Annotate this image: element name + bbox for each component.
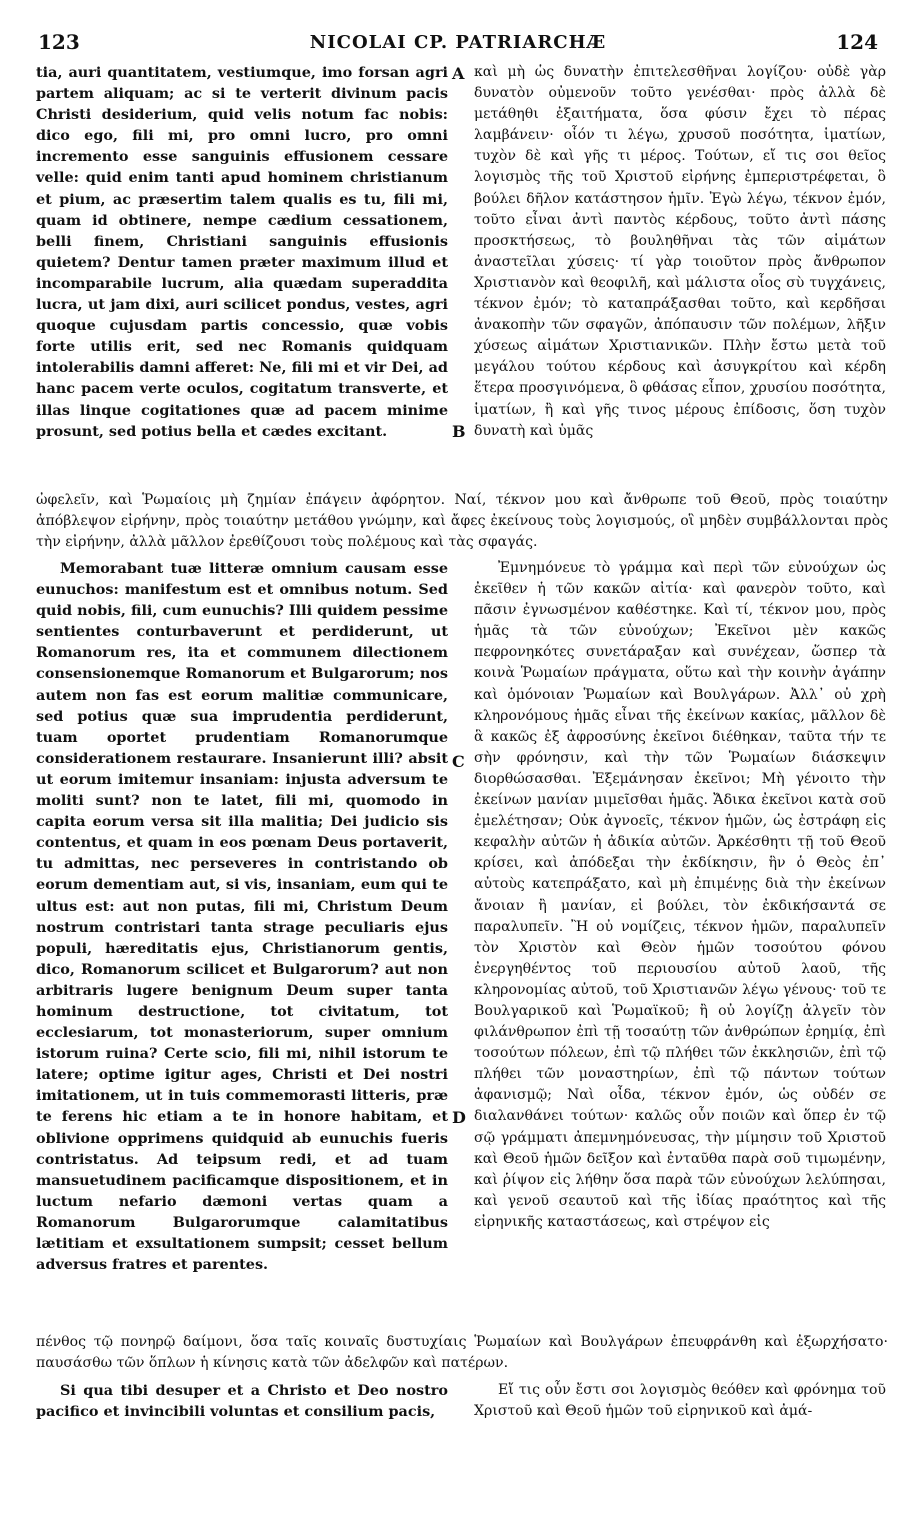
greek-text-3: Εἴ τις οὖν ἔστι σοι λογισμὸς θεόθεν καὶ φρόνημα τοῦ Χριστοῦ καὶ Θεοῦ ἡμῶν τοῦ εἰρηνικοῦ καὶ ἀμά- <box>474 1382 886 1420</box>
margin-letter-d: D <box>452 1108 466 1127</box>
latin-text-2: Memorabant tuæ litteræ omnium causam esse eunuchos: manifestum est et omnibus notum. Sed quid nobis, fili, cum eunuchis? Illi quidem pessime sentientes conturbaverunt et perdiderunt, ut Romanorum res, ita et communem dilectionem consensionemque Romanorum et Bulgarorum; nos autem non fas est eorum malitiæ communicare, sed potius quæ sua imprudentia perdiderunt, tuam oportet prudentiam Romanorumque considerationem restaurare. Insanierunt illi? absit ut eorum imitemur insaniam: injusta adversum te moliti sunt? non te latet, fili mi, quomodo in capita eorum versa sit illa malitia; Dei judicio sis contentus, et quam in eos pœnam Deus portaverit, tu admittas, nec perseveres in contristando ob eorum dementiam aut, si vis, insaniam, eum qui te ultus est: aut non putas, fili mi, Christum Deum nostrum contristari tanta strage peculiaris ejus populi, hæreditatis ejus, Christianorum gentis, dico, Romanorum scilicet et Bulgarorum? aut non arbitraris lugere benignum Deum super tanta hominum destructione, tot civitatum, tot ecclesiarum, tot monasteriorum, super omnium istorum ruina? Certe scio, fili mi, nihil istorum te latere; optime igitur ages, Christi et Dei nostri imitationem, ut in tuis commemorasti litteris, præ te ferens hic etiam a te in honore habitam, et oblivione opprimens quidquid ab eunuchis fueris contristatus. Ad teipsum redi, et ad tuam mansuetudinem pacificamque dispositionem, et in luctum nefario dæmoni vertas quam a Romanorum Bulgarorumque calamitatibus lætitiam et exsultationem sumpsit; cesset bellum adversus fratres et parentes. <box>36 560 448 1274</box>
latin-paragraph-2 <box>36 558 448 1275</box>
running-title: NICOLAI CP. PATRIARCHÆ <box>309 32 607 53</box>
latin-paragraph-3 <box>36 1380 448 1422</box>
latin-text-3: Si qua tibi desuper et a Christo et Deo nostro pacifico et invincibili voluntas et consilium pacis, <box>36 1382 448 1421</box>
margin-letter-b: B <box>452 422 466 441</box>
margin-letter-a: A <box>452 64 465 83</box>
latin-paragraph-1 <box>36 62 448 442</box>
greek-text-2: Ἐμνημόνευε τὸ γράμμα καὶ περὶ τῶν εὐνούχων ὡς ἐκεῖθεν ἡ τῶν κακῶν αἰτία· καὶ φανερὸν τοῦτο, καὶ πᾶσιν ἐγνωσμένον καθέστηκε. Καὶ τί, τέκνον μου, πρὸς ἡμᾶς τὰ τῶν εὐνούχων; Ἐκεῖνοι μὲν κακῶς πεφρονηκότες συνετάραξαν καὶ συνέχεαν, ὥσπερ τὰ κοινὰ Ῥωμαίων πράγματα, οὕτω καὶ τὴν κοινὴν ἀγάπην καὶ ὁμόνοιαν Ῥωμαίων καὶ Βουλγάρων. Ἀλλ᾽ οὐ χρὴ κληρονόμους ἡμᾶς εἶναι τῆς ἐκείνων κακίας, μᾶλλον δὲ ἃ κακῶς ἐξ ἀφροσύνης ἐκεῖνοι διέθηκαν, ταῦτα τήν τε σὴν φρόνησιν, καὶ τὴν τῶν Ῥωμαίων διάσκεψιν διορθώσασθαι. Ἐξεμάνησαν ἐκεῖνοι; Μὴ γένοιτο τὴν ἐκείνων μανίαν μιμεῖσθαι ἡμᾶς. Ἄδικα ἐκεῖνοι κατὰ σοῦ ἐμελέτησαν; Οὐκ ἀγνοεῖς, τέκνον ἡμῶν, ὡς ἐστράφη εἰς κεφαλὴν αὐτῶν ἡ ἀδικία αὐτῶν. Ἀρκέσθητι τῇ τοῦ Θεοῦ κρίσει, καὶ ἀπόδεξαι τὴν ἐκδίκησιν, ἣν ὁ Θεὸς ἐπ᾽ αὐτοὺς κατεπράξατο, καὶ μὴ ἐπιμένῃς διὰ τὴν ἐκείνων ἄνοιαν ἢ μανίαν, εἰ βούλει, τὸν ἐκδικήσαντά σε παραλυπεῖν. Ἢ οὐ νομίζεις, τέκνον ἡμῶν, παραλυπεῖν τὸν Χριστὸν καὶ Θεὸν ἡμῶν τοσούτου φόνου ἐνεργηθέντος τοῦ περιουσίου αὐτοῦ λαοῦ, τῆς κληρονομίας αὐτοῦ, τοῦ Χριστιανῶν λέγω γένους· τοῦ τε Βουλγαρικοῦ καὶ Ῥωμαϊκοῦ; ἢ οὐ λογίζῃ ἀλγεῖν τὸν φιλάνθρωπον ἐπὶ τῇ τοσαύτῃ τῶν ἀνθρώπων ἐρημίᾳ, ἐπὶ τοσούτων πόλεων, ἐπὶ τῷ πλήθει τῶν ἐκκλησιῶν, ἐπὶ τῷ πλήθει τῶν μοναστηρίων, ἐπὶ τῷ πάντων τούτων ἀφανισμῷ; Ναὶ οἶδα, τέκνον ἐμόν, ὡς οὐδέν σε διαλανθάνει τούτων· καλῶς οὖν ποιῶν καὶ ὅπερ ἐν τῷ σῷ γράμματι ἀπεμνημόνευσας, τὴν μίμησιν τοῦ Χριστοῦ καὶ Θεοῦ ἡμῶν δεῖξον καὶ ἐνταῦθα παρὰ σοῦ τιμωμένην, καὶ ῥίψον εἰς λήθην ὅσα παρὰ τῶν εὐνούχων λελύπησαι, καὶ γενοῦ σεαυτοῦ καὶ τῆς ἰδίας πραότητος καὶ τῆς εἰρηνικῆς καταστάσεως, καὶ στρέψον εἰς <box>474 560 886 1230</box>
latin-text-1: tia, auri quantitatem, vestiumque, imo forsan agri partem aliquam; ac si te verterit divinum pacis Christi desiderium, quid velis notum fac nobis: dico ego, fili mi, pro omni lucro, pro omni incremento esse sanguinis effusionem cessare velle: quid enim tanti apud hominem christianum et pium, ac præsertim talem qualis es tu, fili mi, quam id obtinere, nempe cædium cessationem, belli finem, Christiani sanguinis effusionis quietem? Dentur tamen præter maximum illud et incomparabile lucrum, alia quædam superaddita lucra, ut jam dixi, auri scilicet pondus, vestes, agri quoque cujusdam partis concessio, quæ vobis forte utilis erit, sed nec Romanis quidquam intolerabilis damni afferet: Ne, fili mi et vir Dei, ad hanc pacem verte oculos, cogitatum transverte, et illas linque cogitationes quæ ad pacem minime prosunt, sed potius bella et cædes excitant. <box>36 64 448 440</box>
greek-fullwidth-1 <box>36 490 888 553</box>
greek-full-text-1: ὠφελεῖν, καὶ Ῥωμαίοις μὴ ζημίαν ἐπάγειν ἀφόρητον. Ναί, τέκνον μου καὶ ἄνθρωπε τοῦ Θεοῦ, πρὸς τοιαύτην ἀπόβλεψον εἰρήνην, πρὸς τοιαύτην μετάθου γνώμην, καὶ ἄφες ἐκείνους τοὺς λογισμούς, οἳ μηδὲν συμβάλλονται πρὸς τὴν εἰρήνην, ἀλλὰ μᾶλλον ἐρεθίζουσι τοὺς πολέμους καὶ τὰς σφαγάς. <box>36 492 888 550</box>
greek-fullwidth-2 <box>36 1332 888 1374</box>
greek-text-1: καὶ μὴ ὡς δυνατὴν ἐπιτελεσθῆναι λογίζου· οὐδὲ γὰρ δυνατὸν οὐμενοῦν τοῦτο γενέσθαι· πρὸς ἀλλὰ δὲ μετάθηθι ἐξαιτήματα, ὅσα φύσιν ἔχει τὸ πέρας λαμβάνειν· οἷόν τι λέγω, χρυσοῦ ποσότητα, ἱματίων, τυχὸν δὲ καὶ γῆς τι μέρος. Τούτων, εἴ τις σοι θεῖος λογισμὸς τῆς τοῦ Χριστοῦ εἰρήνης ἐμπεριστρέφεται, ὃ βούλει δῆλον κατάστησον ἡμῖν. Ἐγὼ λέγω, τέκνον ἐμόν, τοῦτο εἶναι ἀντὶ παντὸς κέρδους, τοῦτο ἀντὶ πάσης προσκτήσεως, τὸ βουληθῆναι τὰς τῶν αἱμάτων ἀναστεῖλαι χύσεις· τί γὰρ τοιοῦτον πρὸς ἄνθρωπον Χριστιανὸν καὶ θεοφιλῆ, καὶ μάλιστα οἷος σὺ τυγχάνεις, τέκνον ἐμόν; τὸ καταπράξασθαι τοῦτο, καὶ κερδῆσαι ἀνακοπὴν τῶν σφαγῶν, ἀπόπαυσιν τῶν πολέμων, λῆξιν χύσεως αἱμάτων Χριστιανικῶν. Πλὴν ἔστω μετὰ τοῦ μεγάλου τούτου κέρδους καὶ ἀσυγκρίτου καὶ κέρδη ἕτερα προσγινόμενα, ὃ φθάσας εἶπον, χρυσίου ποσότητα, ἱματίων, ἢ καὶ γῆς τινος μέρους ἐπίδοσις, ὅση τυχὸν δυνατὴ καὶ ὑμᾶς <box>474 64 886 439</box>
greek-paragraph-1 <box>474 62 886 442</box>
greek-paragraph-3 <box>474 1380 886 1422</box>
page-number-left: 123 <box>38 30 80 54</box>
margin-letter-c: C <box>452 752 465 771</box>
page-number-right: 124 <box>836 30 878 54</box>
page-header <box>20 30 896 62</box>
greek-paragraph-2 <box>474 558 886 1233</box>
greek-full-text-2: πένθος τῷ πονηρῷ δαίμονι, ὅσα ταῖς κοιναῖς δυστυχίαις Ῥωμαίων καὶ Βουλγάρων ἐπευφράνθη καὶ ἐξωρχήσατο· παυσάσθω τῶν ὅπλων ἡ κίνησις κατὰ τῶν ἀδελφῶν καὶ πατέρων. <box>36 1334 888 1371</box>
